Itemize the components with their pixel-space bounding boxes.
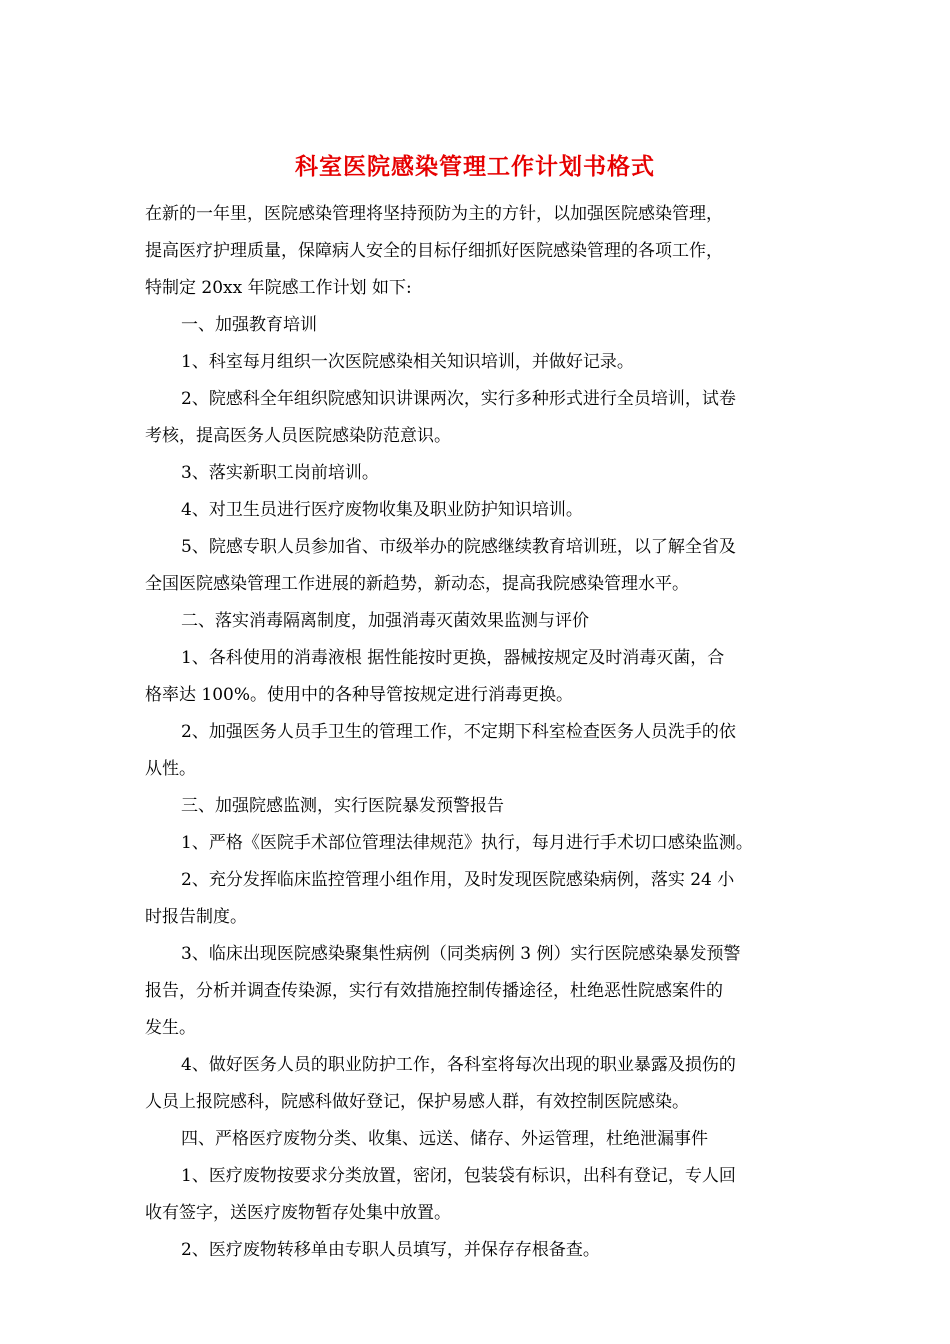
text-line: 4、对卫生员进行医疗废物收集及职业防护知识培训。 [181,500,583,520]
text-line: 时报告制度。 [145,907,247,927]
text-line: 考核，提高医务人员医院感染防范意识。 [145,426,451,446]
section-heading: 三、加强院感监测，实行医院暴发预警报告 [181,796,504,816]
text-line: 4、做好医务人员的职业防护工作，各科室将每次出现的职业暴露及损伤的 [181,1055,736,1075]
text-line: 发生。 [145,1018,196,1038]
section-heading: 二、落实消毒隔离制度，加强消毒灭菌效果监测与评价 [181,611,589,631]
document-title: 科室医院感染管理工作计划书格式 [295,153,655,180]
text-line: 3、落实新职工岗前培训。 [181,463,379,483]
text-line: 2、医疗废物转移单由专职人员填写，并保存存根备查。 [181,1240,600,1260]
text-line: 3、临床出现医院感染聚集性病例（同类病例 3 例）实行医院感染暴发预警 [181,944,741,964]
text-line: 特制定 20xx 年院感工作计划 如下: [145,278,412,298]
text-line: 1、严格《医院手术部位管理法律规范》执行，每月进行手术切口感染监测。 [181,833,753,853]
text-line: 格率达 100%。使用中的各种导管按规定进行消毒更换。 [145,685,574,705]
text-line: 提高医疗护理质量，保障病人安全的目标仔细抓好医院感染管理的各项工作， [145,241,723,261]
text-line: 2、加强医务人员手卫生的管理工作，不定期下科室检查医务人员洗手的依 [181,722,736,742]
text-line: 从性。 [145,759,196,779]
text-line: 1、各科使用的消毒液根 据性能按时更换，器械按规定及时消毒灭菌，合 [181,648,725,668]
text-line: 1、科室每月组织一次医院感染相关知识培训，并做好记录。 [181,352,634,372]
text-line: 全国医院感染管理工作进展的新趋势，新动态，提高我院感染管理水平。 [145,574,689,594]
text-line: 收有签字，送医疗废物暂存处集中放置。 [145,1203,451,1223]
text-line: 报告，分析并调查传染源，实行有效措施控制传播途径，杜绝恶性院感案件的 [145,981,723,1001]
section-heading: 四、严格医疗废物分类、收集、远送、储存、外运管理，杜绝泄漏事件 [181,1129,708,1149]
text-line: 在新的一年里，医院感染管理将坚持预防为主的方针，以加强医院感染管理， [145,204,723,224]
document-body [145,196,825,1269]
text-line: 2、院感科全年组织院感知识讲课两次，实行多种形式进行全员培训，试卷 [181,389,736,409]
section-heading: 一、加强教育培训 [181,315,317,335]
text-line: 1、医疗废物按要求分类放置，密闭，包装袋有标识，出科有登记，专人回 [181,1166,736,1186]
text-line: 2、充分发挥临床监控管理小组作用，及时发现医院感染病例，落实 24 小 [181,870,735,890]
text-line: 人员上报院感科，院感科做好登记，保护易感人群，有效控制医院感染。 [145,1092,689,1112]
text-line: 5、院感专职人员参加省、市级举办的院感继续教育培训班，以了解全省及 [181,537,736,557]
